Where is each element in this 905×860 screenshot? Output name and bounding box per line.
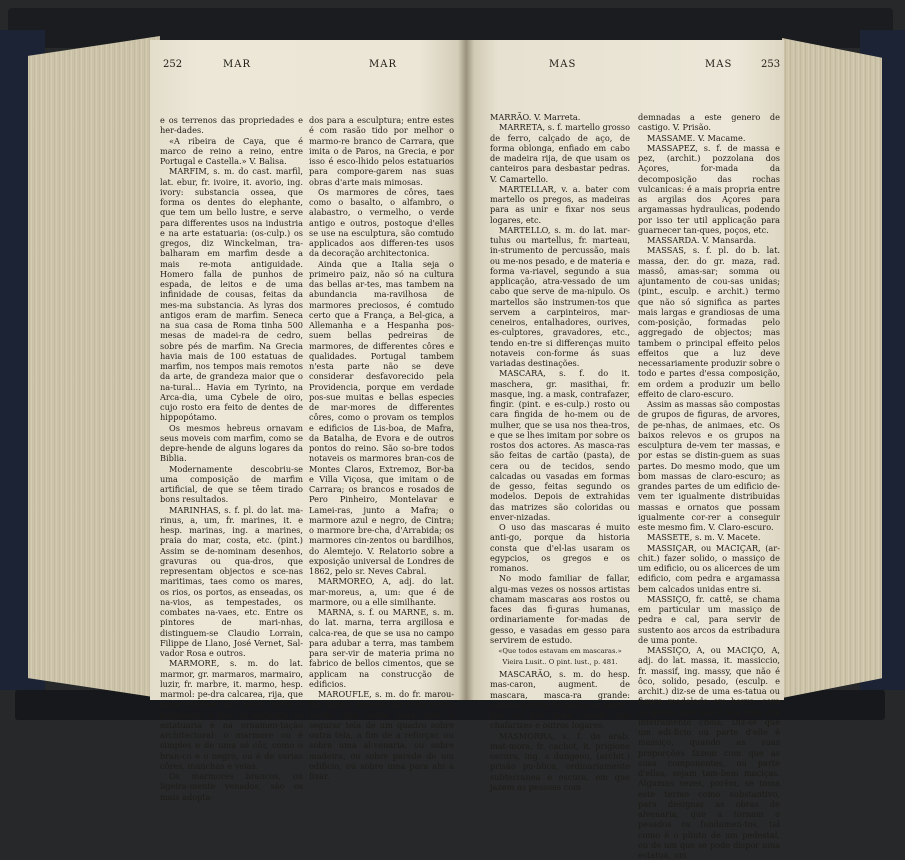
dictionary-paragraph: MASMORRA, s. f. do arab. mat-mora, fr. cachot, it. prigione oscura, ing. a dungeon, (archit.) prisão pu-blica, ordinariamente subterranea e escura, em que jazem as pessoas com [490,730,630,792]
dictionary-paragraph: MARINHAS, s. f. pl. do lat. ma-rinus, a, um, fr. marines, it. e hesp. marinas, ing. a marines, praia do mar, costa, etc. (pint.) Assim se de-nominam desenhos, gravuras ou qua-dros, que representam objectos e sce-nas maritimas, taes como os mares, os rios, os portos, as enseadas, os na-vios, as tempestades, os combates na-vaes, etc. Entre os pintores de mari-nhas, distinguem-se Claudio Lorrain, Filippe de Llano, José Vernet, Sal-vador Rosa e outros. [160,504,303,658]
left-headword-right: MAR [369,59,397,70]
dictionary-paragraph: dos para a esculptura; entre estes é com rasão tido por melhor o marmo-re branco de Carrara, que imita o de Paros, na Grecia, e por isso é esco-lhido pelos estatuarios para compore-garem nas suas obras d'arte mais mimosas. [309,115,454,187]
left-page-column-2 [309,115,454,781]
dictionary-paragraph: MASSIÇAR, ou MACIÇAR, (ar-chit.) fazer solido, o massiço de um edificio, ou os alicerces de um edificio, com pedra e argamassa bem calcados unidas entre si. [638,542,780,594]
dictionary-paragraph: MARTELLO, s. m. do lat. mar-tulus ou martellus, fr. marteau, in-strumento de percussão, mais ou me-nos pesado, e de materia e forma va-riavel, segundo a sua applicação, atra-vessado de um cabo que serve de ma-nipulo. Os martellos são instrumen-tos que servem a carpinteiros, mar-ceneiros, entalhadores, ourives, es-culptores, gravadores, etc., tendo en-tre si differenças muito notaveis con-forme ás suas variadas destinações. [490,224,630,368]
page-edges-right [782,38,882,698]
dictionary-paragraph: MAROUFLE, s. m. do fr. marou-fle, (pint.) especie de colla muito for-te, que serve para unir e segurar tela de um quadro sobre outra tela, a fim de a reforçar, ou sobre uma al-venaria, ou sobre madeira, ou sobre parede de um edificio, ou sobre uma para ahi a fixar. [309,689,454,781]
dictionary-paragraph: MASSAS, s. f. pl. do b. lat. massa, der. do gr. maza, rad. massô, amas-sar; somma ou ajuntamento de cou-sas unidas; (pint., esculp. e archit.) termo que não só significa as partes mais largas e grandiosas de uma com-posição, formadas pelo aggregado de objectos; mas tambem o principal effeito pelos effeitos que a luz deve necessariamente produzir sobre o todo e partes d'essa composição, em ordem a produzir um bello effeito de claro-escuro. [638,245,780,399]
left-page-number: 252 [163,59,183,70]
page-edges-left [28,36,160,698]
right-headword: MAS [549,59,577,70]
dictionary-paragraph: MASSIÇO, A, ou MACIÇO, A, adj. do lat. massa, it. massiccio, fr. massif, ing. massy, que não é ôco, solido, pesado, (esculp. e archit.) diz-se de uma es-tatua ou figura modelada em barro, cera ou gesso, que não é ôca, mas sim inteiramente cheia. Diz-se que um edi-ficio ou parte d'elle é massiço, quando as suas proporções fazem com que as suas componentes, ou parte d'ellas, sejam tam-bem maciças. Algumas vezes, porém, se toma este termo como substantivo, para designar as obras de alvenaria, que a tornam o pesados os fundamen-tos, tal como é o plinto de um pedestal, ou de um que se pode dispor uma estatua, um [638,645,780,860]
dictionary-paragraph: O uso das mascaras é muito anti-go, porque da historia consta que d'el-las usaram os egypcios, os gregos e os romanos. [490,522,630,573]
dictionary-paragraph: MASSIÇO, fr. cattê, se chama em particular um massiço de pedra e cal, para servir de sustento aos arcos da estribadura de uma ponte. [638,593,780,645]
dictionary-paragraph: demnadas a este genero de castigo. V. Prisão. [638,112,780,133]
dictionary-paragraph: Modernamente descobriu-se uma composição de marfim artificial, de que se têem tirado bons resultados. [160,463,303,505]
dictionary-paragraph: MASSETE, s. m. V. Macete. [647,532,761,543]
dictionary-paragraph: MASSAME. V. Macame. [647,132,746,143]
book-gutter [458,40,474,700]
dictionary-paragraph: MARNA, s. f. ou MARNE, s. m. do lat. marna, terra argillosa e calca-rea, de que se usa no campo para adubar a terra, mas tambem para ser-vir de materia prima no fabrico de bellos cimentos, que se applicam na construcção de edificios. [309,607,454,689]
right-page-number: 253 [761,59,781,70]
dictionary-paragraph: MASSAPEZ, s. f. de massa e pez, (archit.) pozzolana dos Açores, for-mada da decomposição das rochas vulcanicas: é a mais propria entre as argilas dos Açores para argamassas hydraulicas, podendo por isso ter util applicação para guarnecer tan-ques, poços, etc. [638,142,780,235]
dictionary-paragraph: MARRÃO. V. Marreta. [490,112,581,122]
dictionary-paragraph: No modo familiar de fallar, algu-mas vezes os nossos artistas chamam mascaras aos rostos ou faces das fi-guras humanas, ordinariamente for-madas de gesso, e vasadas em gesso para servirem de estudo. [490,573,630,645]
right-headword-right: MAS [705,59,733,70]
right-page-column-2 [638,112,780,860]
dictionary-paragraph: MARFIM, s. m. do cast. marfil, lat. ebur, fr. ivoire, it. avorio, ing. ivory: substancia ossea, que forma os dentes do elephante, que tem um bello lustre, e serve para differentes usos na industria e na arte estatuaria: (os-culp.) os gregos, diz Winckelman, tra-balharam em marfim desde a mais re-mota antiguidade. Homero falla de punhos de espada, de leitos e de uma infinidade de cousas, feitas da mes-ma substancia. As lyras dos antigos eram de marfim. Seneca na sua casa de Roma tinha 500 mesas de madei-ra de cedro, sobre pés de marfim. Na Grecia havia mais de 100 estatuas de marfim, nos tempos mais remotos da arte, de grandeza maior que o na-tural... Havia em Tyrinto, na Arca-dia, uma Cybele de oiro, cujo rosto era feito de dentes de hippopótamo. [160,166,303,423]
dictionary-paragraph: MASSARDA. V. Mansarda. [647,235,757,245]
dictionary-paragraph: MASCARÃO, s. m. do hesp. mas-caron, augment. de mascara, masca-ra grande: carranca feita de pedra ou metal, que se põe para ornato nos chafarizes e outros logares. [490,669,630,731]
dictionary-paragraph: MARTELLAR, v. a. bater com martello os pregos, as madeiras para as unir e fixar nos seus logares, etc. [490,183,630,225]
right-page-column-1 [490,112,630,792]
left-page-column-1 [160,115,303,802]
dictionary-paragraph: «Que todos estavam em mascaras.» [498,647,622,655]
dictionary-paragraph: Os marmores brancos, ou ligeira-mente venados, são os mais adopta- [160,771,303,802]
dictionary-paragraph: Ainda que a Italia seja o primeiro paiz, não só na cultura das bellas ar-tes, mas tambem na abundancia ma-ravilhosa de marmores preciosos, é comtudo certo que a França, a Bel-gica, a Allemanha e a Hespanha pos-suem bellas pedreiras de marmores, de differentes côres e qualidades. Portugal tambem n'esta parte não se deve considerar desfavorecido pela Providencia, porque em verdade pos-sue muitas e bellas especies de mar-mores de differentes côres, como o provam os templos e edificios de Lis-boa, de Mafra, da Batalha, de Evora e de outros pontos do reino. São so-bre todos notaveis os marmores bran-cos de Montes Claros, Extremoz, Bor-ba e Villa Viçosa, que imitam o de Carrara; os brancos e rosados de Pero Pinheiro, Montelavar e Lamei-ras, junto a Mafra; o marmore azul e negro, de Cintra; o marmore bre-cha, d'Arrabida; os marmores cin-zentos ou bardilhos, do Alemtejo. V. Relatorio sobre a exposição universal de Londres de 1862, pelo sr. Neves Cabral. [309,258,454,576]
dictionary-paragraph: «A ribeira de Caya, que é marco de reino a reino, entre Portugal e Castella.» V. Balisa. [160,135,303,166]
dictionary-paragraph: Vieira Lusit.. O pint. lust., p. 481. [502,658,618,666]
dictionary-paragraph: MARMOREO, A, adj. do lat. mar-moreus, a, um: que é de marmore, ou a elle similhante. [309,576,454,607]
left-headword: MAR [223,59,251,70]
dictionary-paragraph: e os terrenos das propriedades e her-dades. [160,115,303,136]
dictionary-paragraph: Os marmores de côres, taes como o basalto, o alfambro, o alabastro, o vermelho, o verde antigo e outros, postoque d'elles se use na esculptura, são comtudo applicados aos differen-tes usos da decoração architectonica. [309,186,454,259]
dictionary-paragraph: Assim as massas são compostas de grupos de figuras, de arvores, de pe-nhas, de animaes, etc. Os baixos relevos e os grupos na esculptura de-vem ter massas, e por estas se distin-guem as suas partes. Do mesmo modo, que um bom massas de claro-escuro; as grandes partes de um edificio de-vem ter igualmente distribuidas massas e ornatos que possam igualmente cor-rer a conseguir este mesmo fim. V. Claro-escuro. [638,399,780,532]
dictionary-paragraph: MARMORE, s. m. do lat. marmor, gr. marmaros, marmairo, luzir, fr. marbre, it. marmo, hesp. marmol: pe-dra calcarea, rija, que póde receber mui bello lustre e polimento, e que se emprega na estatuaria e na ornamen-tação architectoral: o marmore ou é simples e de uma só côr, como o bran-co e o negro, ou é de varias côres, manchas e veias. [160,658,303,771]
dictionary-paragraph: MASCARA, s. f. do it. maschera, gr. masithai, fr. masque, ing. a mask, contrafazer, fingir. (pint. e es-culp.) rosto ou cara fingida de ho-mem ou de mulher, que se usa nos thea-tros, e que se lhes imitam por sobre os rostos dos actores. As masca-ras são feitas de cartão (pasta), de cera ou de tecidos, sendo calcadas ou vasadas em formas de gesso, feitas segundo os modelos. Depois de extrahidas das matrizes são coloridas ou enver-nizadas. [490,368,630,522]
dictionary-paragraph: MARRETA, s. f. martello grosso de ferro, calçado de aço, de forma oblonga, enfiado em cabo de madeira rija, de que usam os canteiros para desbastar pedras. V. Camartello. [490,122,630,184]
dictionary-paragraph: Os mesmos hebreus ornavam seus moveis com marfim, como se depre-hende de alguns logares da Biblia. [160,422,303,464]
